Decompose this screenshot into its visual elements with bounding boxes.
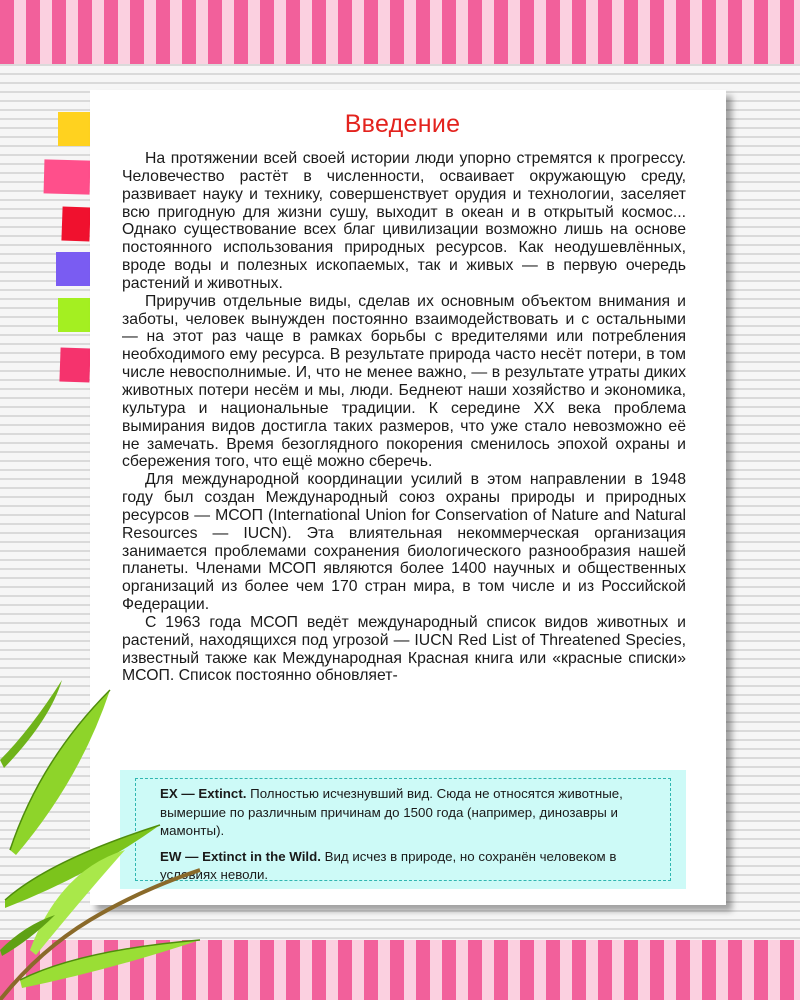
top-stripe-border xyxy=(0,0,800,64)
tab-pink-2 xyxy=(59,347,90,382)
note-text: Вид исчез в природе, но сохранён человеком в условиях неволи. xyxy=(160,848,617,883)
paragraph: Для международной координации усилий в этом направлении в 1948 году был создан Международный союз охраны природы и природных ресурсов — МСОП (International Union for Conservation of Nature and Natural Resources — IUCN). Эта влиятельная некоммерческая организация занимается проблемами сохранения биологического разнообразия нашей планеты. Членами МСОП являются более 1400 научных и общественных организаций из более чем 170 стран мира, в том числе и из Российской Федерации. xyxy=(122,471,686,614)
body-text xyxy=(122,150,686,685)
tab-green xyxy=(58,298,90,332)
paragraph: Приручив отдельные виды, сделав их основным объектом внимания и заботы, человек вынужден постоянно взаимодействовать и с остальными — на этот раз чаще в рамках борьбы с вредителями или потребления необходимого ему ресурса. В результате природа часто несёт потери, в том числе невосполнимые. И, что не менее важно, — в результате утраты диких животных потери несём и мы, люди. Беднеют наши хозяйство и экономика, культура и национальные традиции. К середине XX века проблема вымирания видов достигла таких размеров, что уже стало невозможно её не замечать. Время безоглядного покорения сменилось эпохой охраны и сбережения того, что ещё можно сберечь. xyxy=(122,292,686,471)
leaf-icon xyxy=(0,680,62,768)
tab-red xyxy=(61,207,90,242)
page-title: Введение xyxy=(344,110,461,138)
tab-violet xyxy=(56,252,90,286)
paragraph: На протяжении всей своей истории люди упорно стремятся к прогрессу. Человечество растёт в численности, осваивает окружающую среду, развивает науку и технику, совершенствует орудия и технологии, заселяет всю пригодную для жизни сушу, выходит в океан и в открытый космос... Однако существование всех благ цивилизации возможно лишь на основе постоянного использования природных ресурсов. Как неодушевлённых, вроде воды и полезных ископаемых, так и живых — в первую очередь растений и животных. xyxy=(122,150,686,292)
note-term: EX — Extinct. xyxy=(160,786,247,801)
tab-pink xyxy=(44,159,91,194)
leaf-icon xyxy=(10,690,110,855)
note-term: EW — Extinct in the Wild. xyxy=(160,848,321,864)
paragraph: С 1963 года МСОП ведёт международный список видов животных и растений, находящихся под угрозой — IUCN Red List of Threatened Species, известный также как Международная Красная книга или «красные списки» МСОП. Список постоянно обновляет- xyxy=(122,613,686,685)
bamboo-leaves-illustration xyxy=(0,650,240,1000)
note-text: Полностью исчезнувший вид. Сюда не относятся животные, вымершие по различным причинам до 1500 года (например, динозавры и мамонты). xyxy=(160,786,623,839)
leaf-icon xyxy=(20,940,200,988)
